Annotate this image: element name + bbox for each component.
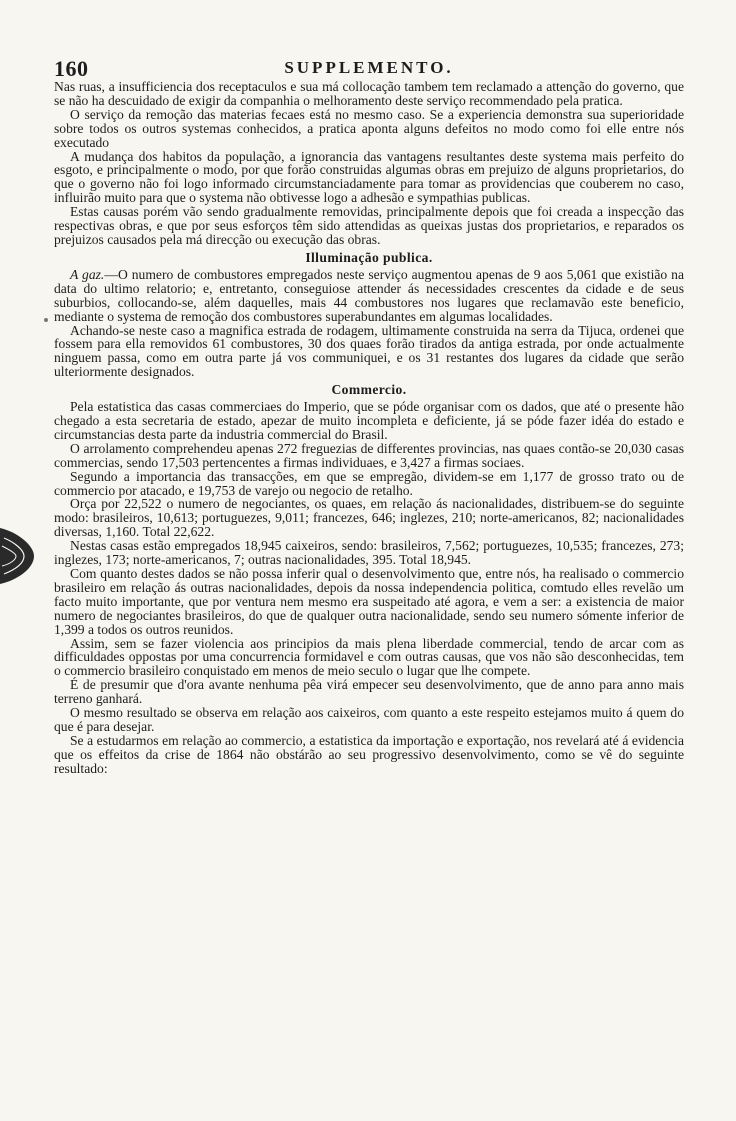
paragraph: Estas causas porém vão sendo gradualmente removidas, principalmente depois que foi creada a inspecção das respectivas obras, e que por seus esforços têm sido attendidas as queixas justas dos proprietarios, e reparados os prejuizos causados pela má direcção ou execução das obras. xyxy=(54,204,684,247)
page-header xyxy=(54,56,684,80)
binding-mark-icon xyxy=(0,524,36,588)
document-body xyxy=(54,80,684,776)
paragraph xyxy=(54,268,684,324)
paragraph: Com quanto destes dados se não possa inferir qual o desenvolvimento que, entre nós, ha realisado o commercio brasileiro em relação ás outras nacionalidades, depois da nossa independencia politica, comtudo elles revelão um facto muito importante, que por ventura nem mesmo era suspeitado até agora, e vem a ser: a existencia de maior numero de negociantes brasileiros, do que de qualquer outra nacionalidade, sendo seu numero sómente inferior de 1,399 a todos os outros reunidos. xyxy=(54,566,684,637)
paragraph: O arrolamento comprehendeu apenas 272 freguezias de differentes provincias, nas quaes contão-se 20,030 casas commercias, sendo 17,503 pertencentes a firmas individuaes, e 3,427 a firmas sociaes. xyxy=(54,440,684,470)
paragraph-lead: A gaz. xyxy=(70,266,105,282)
document-page xyxy=(54,56,684,776)
paragraph: É de presumir que d'ora avante nenhuma pêa virá empecer seu desenvolvimento, que de anno para anno mais terreno ganhará. xyxy=(54,677,684,707)
paragraph: A mudança dos habitos da população, a ignorancia das vantagens resultantes deste systema mais perfeito do esgoto, e principalmente o modo, por que forão construidas algumas obras em prejuizo de alguns proprietarios, do que o governo não foi logo informado circumstanciadamente para tomar as providencias que couberem no caso, influirão muito para que o systema não obtivesse logo a adhesão e sympathias publicas. xyxy=(54,148,684,206)
margin-speck xyxy=(44,318,48,322)
paragraph: Assim, sem se fazer violencia aos principios da mais plena liberdade commercial, tendo de arcar com as difficuldades oppostas por uma concurrencia formidavel e com outras causas, que vos não são desconhecidas, tem o commercio brasileiro conquistado em menos de meio seculo o lugar que lhe compete. xyxy=(54,635,684,679)
paragraph: Segundo a importancia das transacções, em que se empregão, dividem-se em 1,177 de grosso trato ou de commercio por atacado, e 19,753 de varejo ou negocio de retalho. xyxy=(54,468,684,498)
paragraph: Achando-se neste caso a magnifica estrada de rodagem, ultimamente construida na serra da Tijuca, ordenei que fossem para ella removidos 61 combustores, 30 dos quaes forão tirados da antiga estrada, por onde actualmente ninguem passa, como em outra parte já vos communiquei, e os 31 restantes dos lugares da cidade que serão ulteriormente designados. xyxy=(54,322,684,380)
paragraph: O mesmo resultado se observa em relação aos caixeiros, com quanto a este respeito estejamos muito á quem do que é para desejar. xyxy=(54,705,684,734)
paragraph: O serviço da remoção das materias fecaes está no mesmo caso. Se a experiencia demonstra sua superioridade sobre todos os outros systemas conhecidos, a pratica aponta alguns defeitos no modo como foi elle entre nós executado xyxy=(54,106,684,150)
paragraph: Orça por 22,522 o numero de negociantes, os quaes, em relação ás nacionalidades, distribuem-se do seguinte modo: brasileiros, 10,613; portuguezes, 9,011; francezes, 646; inglezes, 210; norte-americanos, 82; nacionalidades diversas, 1,160. Total 22,622. xyxy=(54,496,684,540)
paragraph: Nas ruas, a insufficiencia dos receptaculos e sua má collocação tambem tem reclamado a attenção do governo, que se não ha descuidado de exigir da companhia o melhoramento deste serviço recommendado pela pratica. xyxy=(54,79,684,108)
section-heading-illumination: Illuminação publica. xyxy=(305,249,433,265)
paragraph-text: —O numero de combustores empregados neste serviço augmentou apenas de 9 aos 5,061 que existião na data do ultimo relatorio; e, entretanto, conseguiose attender ás necessidades crescentes da cidade e de seus suburbios, collocando-se, além daquelles, mais 44 combustores nos lugares que reclamavão este beneficio, mediante o systema de remoção dos combustores superabundantes em algumas localidades. xyxy=(54,266,684,324)
paragraph: Nestas casas estão empregados 18,945 caixeiros, sendo: brasileiros, 7,562; portuguezes, 10,535; francezes, 273; inglezes, 173; norte-americanos, 7; outras nacionalidades, 395. Total 18,945. xyxy=(54,538,684,568)
section-heading-commerce: Commercio. xyxy=(331,382,407,398)
page-edge-binding-mark xyxy=(0,524,36,588)
page-number: 160 xyxy=(54,56,89,81)
paragraph: Pela estatistica das casas commerciaes do Imperio, que se póde organisar com os dados, que até o presente hão chegado a esta secretaria de estado, apezar de muito incompleta e deficiente, já se póde fazer idéa do estado e circumstancias desta parte da industria commercial do Brasil. xyxy=(54,399,684,442)
running-title: SUPPLEMENTO. xyxy=(284,58,454,77)
paragraph: Se a estudarmos em relação ao commercio, a estatistica da importação e exportação, nos revelará até á evidencia que os effeitos da crise de 1864 não obstárão ao seu progressivo desenvolvimento, como se vê do seguinte resultado: xyxy=(54,732,684,776)
